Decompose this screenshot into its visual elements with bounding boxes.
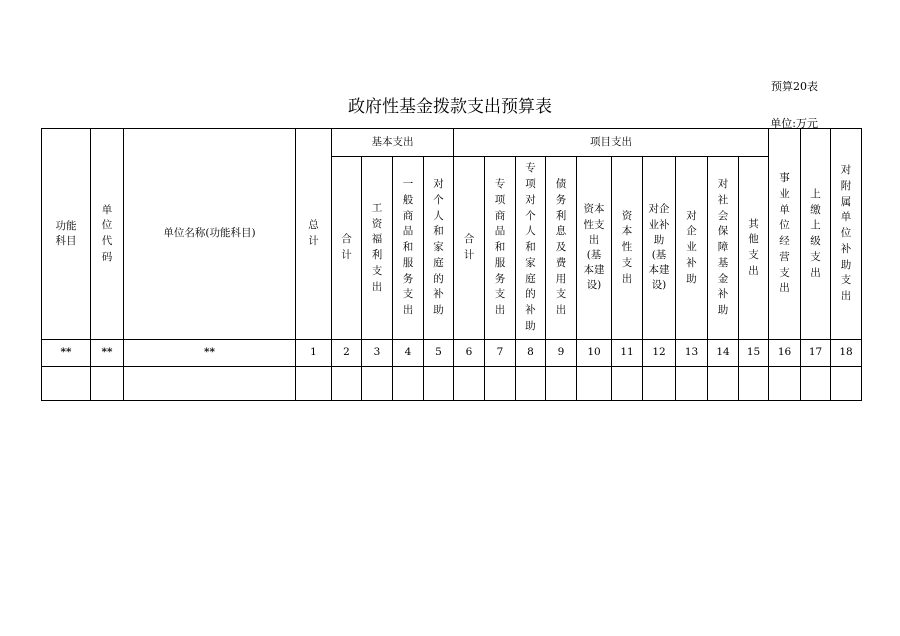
empty-cell[interactable] [643,367,676,401]
empty-data-row [42,367,862,401]
header-project-1: 合计 [454,157,485,340]
num-cell: 9 [546,340,577,367]
num-cell: 8 [516,340,546,367]
num-cell: 14 [708,340,739,367]
header-basic-4: 对个人和家庭的补助 [424,157,454,340]
budget-table [41,128,862,401]
num-cell: 18 [831,340,862,367]
num-cell: 13 [676,340,708,367]
empty-cell[interactable] [831,367,862,401]
empty-cell[interactable] [546,367,577,401]
num-cell: 6 [454,340,485,367]
empty-cell[interactable] [124,367,296,401]
header-basic-2: 工资福利支出 [362,157,393,340]
empty-cell[interactable] [393,367,424,401]
num-cell: 2 [332,340,362,367]
header-project-9: 对社会保障基金补助 [708,157,739,340]
num-cell: 17 [801,340,831,367]
num-cell: 15 [739,340,769,367]
empty-cell[interactable] [485,367,516,401]
num-cell: 1 [296,340,332,367]
header-project-6: 资本性支出 [612,157,643,340]
page-title: 政府性基金拨款支出预算表 [348,97,552,117]
empty-cell[interactable] [296,367,332,401]
header-project-7: 对企业补助(基本建设) [643,157,676,340]
header-tail-3: 对附属单位补助支出 [831,129,862,340]
header-basic-3: 一般商品和服务支出 [393,157,424,340]
num-cell-name: ** [124,340,296,367]
num-cell: 7 [485,340,516,367]
empty-cell[interactable] [332,367,362,401]
header-group-basic: 基本支出 [332,129,454,157]
table-number: 预算20表 [771,80,818,93]
num-cell-code: ** [91,340,124,367]
empty-cell[interactable] [516,367,546,401]
header-unit-name: 单位名称(功能科目) [124,129,296,340]
empty-cell[interactable] [577,367,612,401]
empty-cell[interactable] [424,367,454,401]
num-cell-func: ** [42,340,91,367]
empty-cell[interactable] [612,367,643,401]
empty-cell[interactable] [801,367,831,401]
unit-label: 单位:万元 [770,117,818,130]
empty-cell[interactable] [362,367,393,401]
empty-cell[interactable] [454,367,485,401]
num-cell: 3 [362,340,393,367]
empty-cell[interactable] [42,367,91,401]
header-project-8: 对企业补助 [676,157,708,340]
header-unit-code: 单位代码 [91,129,124,340]
header-project-2: 专项商品和服务支出 [485,157,516,340]
header-group-project: 项目支出 [454,129,769,157]
num-cell: 11 [612,340,643,367]
empty-cell[interactable] [739,367,769,401]
header-basic-1: 合计 [332,157,362,340]
header-function: 功能科目 [42,129,91,340]
header-project-4: 债务利息及费用支出 [546,157,577,340]
num-cell: 4 [393,340,424,367]
header-tail-2: 上缴上级支出 [801,129,831,340]
num-cell: 5 [424,340,454,367]
empty-cell[interactable] [708,367,739,401]
header-tail-1: 事业单位经营支出 [769,129,801,340]
num-cell: 12 [643,340,676,367]
num-cell: 10 [577,340,612,367]
empty-cell[interactable] [91,367,124,401]
header-project-5: 资本性支出(基本建设) [577,157,612,340]
header-total: 总计 [296,129,332,340]
num-cell: 16 [769,340,801,367]
empty-cell[interactable] [676,367,708,401]
header-project-3: 专项对个人和家庭的补助 [516,157,546,340]
empty-cell[interactable] [769,367,801,401]
header-project-10: 其他支出 [739,157,769,340]
